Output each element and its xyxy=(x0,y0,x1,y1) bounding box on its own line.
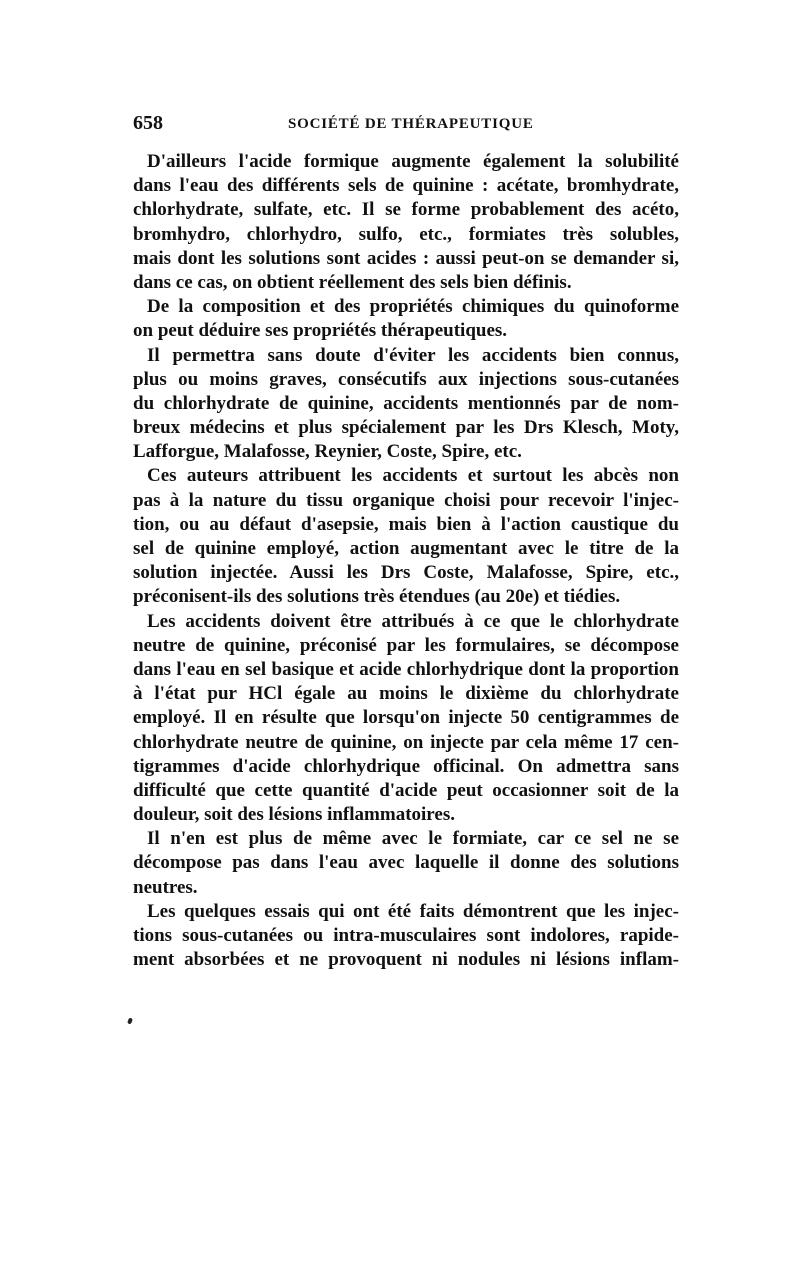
text-line: dans ce cas, on obtient réellement des sels bien définis. xyxy=(133,271,572,293)
paragraph xyxy=(133,827,679,900)
text-line: tions sous-cutanées ou intra-musculaires sont indolores, rapide- xyxy=(133,925,679,946)
text-line: difficulté que cette quantité d'acide peut occasionner soit de la xyxy=(133,779,679,801)
text-line: Il permettra sans doute d'éviter les accidents bien connus, xyxy=(147,344,679,366)
text-line: De la composition et des propriétés chimiques du quinoforme xyxy=(147,296,679,318)
text-line: dans l'eau des différents sels de quinine : acétate, bromhydrate, xyxy=(133,175,679,197)
text-line: tion, ou au défaut d'asepsie, mais bien à l'action caustique du xyxy=(133,513,679,535)
text-line: Il n'en est plus de même avec le formiate, car ce sel ne se xyxy=(147,828,679,850)
text-line: neutres. xyxy=(133,876,198,898)
text-line: pas à la nature du tissu organique choisi pour recevoir l'injec- xyxy=(133,489,679,511)
text-line: Ces auteurs attribuent les accidents et surtout les abcès non xyxy=(147,465,679,487)
text-line: neutre de quinine, préconisé par les formulaires, se décompose xyxy=(133,634,679,656)
text-line: Les accidents doivent être attribués à ce que le chlorhydrate xyxy=(147,610,679,632)
text-line: préconisent-ils des solutions très étendues (au 20e) et tiédies. xyxy=(133,586,621,608)
body-text xyxy=(133,150,679,972)
text-line: chlorhydrate neutre de quinine, on injecte par cela même 17 cen- xyxy=(133,731,679,753)
text-line: ment absorbées et ne provoquent ni nodules ni lésions inflam- xyxy=(133,949,679,971)
text-line: plus ou moins graves, consécutifs aux injections sous-cutanées xyxy=(133,368,679,390)
text-line: solution injectée. Aussi les Drs Coste, Malafosse, Spire, etc., xyxy=(133,562,679,584)
text-line: à l'état pur HCl égale au moins le dixième du chlorhydrate xyxy=(133,683,679,705)
text-line: décompose pas dans l'eau avec laquelle il donne des solutions xyxy=(133,852,679,874)
text-line: Les quelques essais qui ont été faits démontrent que les injec- xyxy=(147,900,679,922)
text-line: mais dont les solutions sont acides : aussi peut-on se demander si, xyxy=(133,247,679,269)
paragraph xyxy=(133,295,679,343)
paragraph xyxy=(133,610,679,828)
paragraph xyxy=(133,150,679,295)
ink-speck xyxy=(127,1017,133,1024)
paragraph xyxy=(133,900,679,973)
text-line: sel de quinine employé, action augmentant avec le titre de la xyxy=(133,538,679,559)
text-line: breux médecins et plus spécialement par les Drs Klesch, Moty, xyxy=(133,417,679,439)
text-line: Lafforgue, Malafosse, Reynier, Coste, Spire, etc. xyxy=(133,441,522,463)
text-line: employé. Il en résulte que lorsqu'on injecte 50 centigrammes de xyxy=(133,707,679,729)
text-line: on peut déduire ses propriétés thérapeutiques. xyxy=(133,320,508,342)
text-line: chlorhydrate, sulfate, etc. Il se forme probablement des acéto, xyxy=(133,199,679,221)
text-line: douleur, soit des lésions inflammatoires. xyxy=(133,804,455,826)
text-line: D'ailleurs l'acide formique augmente également la solubilité xyxy=(147,151,679,172)
paragraph xyxy=(133,464,679,609)
text-line: bromhydro, chlorhydro, sulfo, etc., formiates très solubles, xyxy=(133,223,679,245)
page-header xyxy=(133,112,678,138)
paragraph xyxy=(133,344,679,465)
text-line: tigrammes d'acide chlorhydrique officinal. On admettra sans xyxy=(133,755,679,777)
text-line: dans l'eau en sel basique et acide chlorhydrique dont la proportion xyxy=(133,658,679,680)
page-number: 658 xyxy=(133,112,163,134)
text-line: du chlorhydrate de quinine, accidents mentionnés par de nom- xyxy=(133,392,679,414)
running-title: SOCIÉTÉ DE THÉRAPEUTIQUE xyxy=(288,116,534,132)
